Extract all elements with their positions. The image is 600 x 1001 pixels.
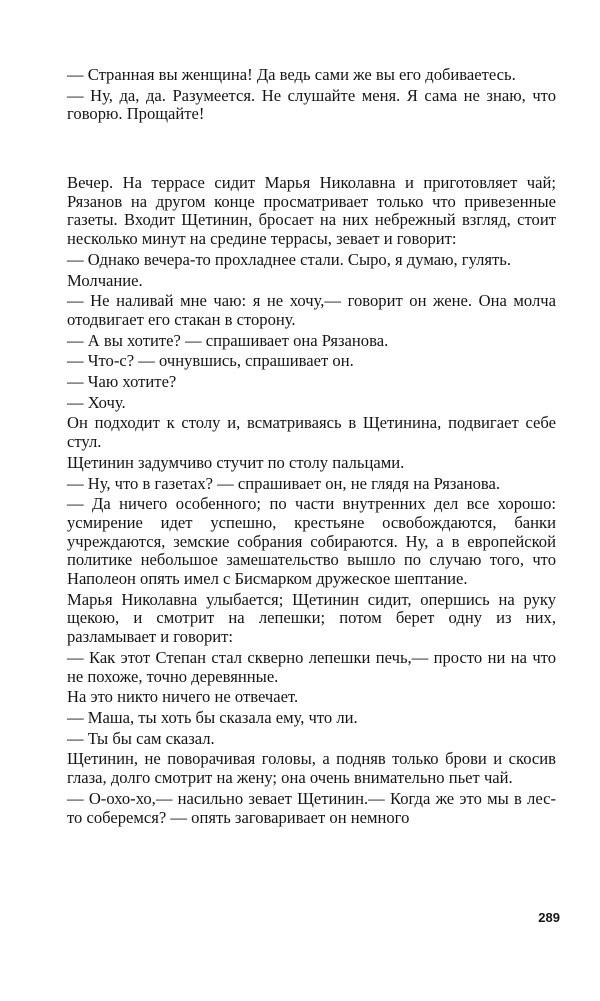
paragraph-2: — Однако вечера-то прохладнее стали. Сыро, я думаю, гулять. <box>67 249 512 269</box>
paragraph-19: — О-охо-хо,— насильно зевает Щетинин.— Когда же это мы в лес-то соберемся? — опять заговаривает он немного <box>67 788 556 827</box>
paragraph-10: Щетинин задумчиво стучит по столу пальцами. <box>67 452 405 472</box>
paragraph-6: — Что-с? — очнувшись, спрашивает он. <box>67 351 354 371</box>
paragraph-9: Он подходит к столу и, всматриваясь в Щетинина, подвигает себе стул. <box>67 413 556 452</box>
paragraph-12: — Да ничего особенного; по части внутренних дел все хорошо: усмирение идет успешно, крестьяне освобождаются, банки учреждаются, земские собрания собираются. Ну, а в европейской политике небольшое замешательство вышло по случаю того, что Наполеон опять имел с Бисмарком дружеское шептание. <box>67 494 556 589</box>
page-number: 289 <box>538 910 560 925</box>
paragraph-top-1: — Странная вы женщина! Да ведь сами же вы его добиваетесь. <box>67 65 516 84</box>
text-block-main <box>67 174 556 827</box>
paragraph-14: — Как этот Степан стал скверно лепешки печь,— просто ни на что не похоже, точно деревянные. <box>67 647 556 686</box>
paragraph-8: — Хочу. <box>67 392 126 412</box>
paragraph-16: — Маша, ты хоть бы сказала ему, что ли. <box>67 707 358 727</box>
text-block-top <box>67 66 556 124</box>
paragraph-17: — Ты бы сам сказал. <box>67 728 215 748</box>
paragraph-1: Вечер. На террасе сидит Марья Николавна и приготовляет чай; Рязанов на другом конце просматривает только что привезенные газеты. Входит Щетинин, бросает на них небрежный взгляд, стоит несколько минут на средине террасы, зевает и говорит: <box>67 173 556 249</box>
paragraph-3: Молчание. <box>67 270 143 290</box>
paragraph-18: Щетинин, не поворачивая головы, а подняв только брови и скосив глаза, долго смотрит на жену; она очень внимательно пьет чай. <box>67 749 556 788</box>
paragraph-4: — Не наливай мне чаю: я не хочу,— говорит он жене. Она молча отодвигает его стакан в сторону. <box>67 291 556 329</box>
paragraph-top-2: — Ну, да, да. Разумеется. Не слушайте меня. Я сама не знаю, что говорю. Прощайте! <box>67 85 556 124</box>
paragraph-5: — А вы хотите? — спрашивает она Рязанова. <box>67 330 389 350</box>
paragraph-15: На это никто ничего не отвечает. <box>67 687 299 707</box>
paragraph-11: — Ну, что в газетах? — спрашивает он, не глядя на Рязанова. <box>67 473 501 493</box>
paragraph-13: Марья Николавна улыбается; Щетинин сидит, опершись на руку щекою, и смотрит на лепешки; потом берет одну из них, разламывает и говорит: <box>67 589 556 647</box>
paragraph-7: — Чаю хотите? <box>67 372 177 392</box>
